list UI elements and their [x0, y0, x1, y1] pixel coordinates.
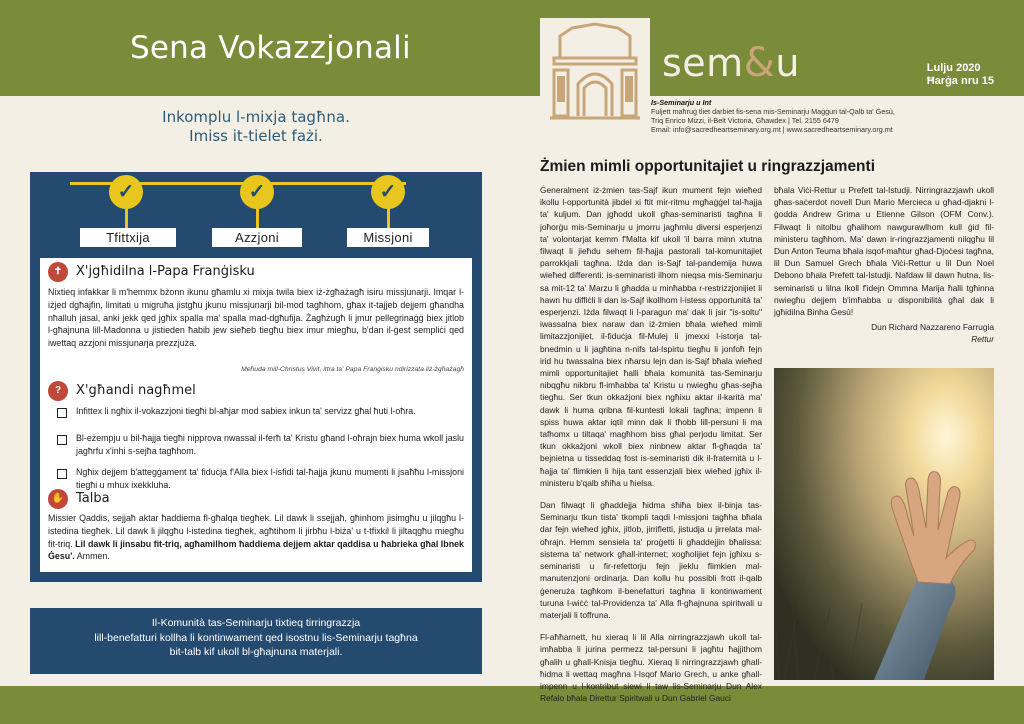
- article-title: Żmien mimli opportunitajiet u ringrazzjamenti: [540, 158, 875, 175]
- logo-end: u: [775, 41, 800, 85]
- pope-icon: ✝: [48, 262, 68, 282]
- section-prayer-body: [48, 512, 464, 563]
- seminary-logo-icon: [540, 18, 650, 128]
- signature-name: Dun Richard Nazzareno Farrugia: [871, 322, 994, 332]
- thanks-line-3: bit-talb kif ukoll bl-għajnuna materjali.: [169, 646, 343, 658]
- raised-hand-photo: [774, 368, 994, 680]
- subtitle-line-2: Imiss it-tielet fażi.: [189, 127, 323, 145]
- timeline-connector: [125, 207, 128, 229]
- issue-info: [927, 62, 994, 88]
- contact-block: [651, 98, 895, 134]
- logo-amp: &: [743, 40, 776, 86]
- signature-role: Rettur: [971, 333, 994, 344]
- checkbox-icon: [57, 469, 67, 479]
- prayer-end: Ammen.: [74, 551, 110, 562]
- contact-line-2: Triq Enrico Mizzi, il-Belt Victoria, Għawdex | Tel. 2155 6479: [651, 116, 839, 125]
- step-tfittxija: Tfittxija: [80, 228, 176, 247]
- prayer-bold: Lil dawk li jinsabu fit-triq, agħamilhom ħaddiema dejjem aktar qaddisa u ħabrieka għal Ibnek Ġesu'.: [48, 538, 464, 562]
- todo-item-2: Bl-eżempju u bil-ħajja tiegħi nipprova nwassal il-ferħ ta' Kristu għand l-oħrajn biex huma wkoll jaslu jagħrfu x'inhi s-sejħa tagħhom.: [76, 433, 464, 456]
- checkbox-icon: [57, 408, 67, 418]
- signature: [774, 322, 994, 345]
- newsletter-title: Sena Vokazzjonali: [130, 30, 411, 66]
- article-paragraph: bħala Viċi-Rettur u Prefett tal-Istudji. Nirringrazzjawh ukoll għas-saċerdot novell Dun Mario Mercieca u għad-djakni l-ġodda Andrew Grima u Etienne Gilson (OFM Conv.). Filwaqt li nitolbu għalihom nawgurawlhom kull ġid fil-ministeru tagħhom. Ma' dawn ir-ringrazzjamenti nilqgħu lil Dun Anton Teuma bħala isqof-maħtur għad-Djoċesi tagħna, lil Dun Samuel Grech bħala Viċi-Rettur u lil Dun Noel Debono bħala Prefett tal-Istudji. Nafdaw lil dawn ħutna, lis-seminaristi u lilna lkoll f'idejn Ommna Marija ħalli tgħinna nwiegħu dejjem b'imħabba u disponibilità għal dak li jgħidilna Binha Ġesù!: [774, 185, 994, 318]
- thanks-box: [30, 608, 482, 674]
- checkbox-icon: [57, 435, 67, 445]
- subtitle-line-1: Inkomplu l-mixja tagħna.: [162, 108, 350, 126]
- issue-date: Lulju 2020: [926, 62, 981, 74]
- article-column-2: [774, 184, 994, 328]
- timeline-connector: [256, 207, 259, 229]
- section-pope-citation: Meħuda mill-Christus Vivit, ittra ta' Papa Franġisku ndirizzata liż-żgħażagħ: [241, 366, 464, 373]
- timeline-connector: [387, 207, 390, 229]
- check-icon: ✓: [371, 175, 405, 209]
- hands-icon: ✋: [48, 489, 68, 509]
- thanks-line-2: lill-benefatturi kollha li kontinwament qed isostnu lis-Seminarju tagħna: [94, 631, 418, 644]
- article-paragraph: Ġeneralment iż-żmien tas-Sajf ikun mument fejn wieħed ikollu l-opportunità jibdel xi ftit mir-ritmu mgħaġġel tal-ħajja ta' kuljum. Dan jgħodd ukoll għas-seminaristi tagħna li joħorġu mis-Seminarju u jmorru jagħmlu diversi esperjenzi ta' volontarjat kemm f'Malta kif ukoll 'il barra minn xtutna filwaqt li jieħdu sehem fil-ħajja pastorali tal-komunitajiet parrokkjali tagħna. Iżda dan is-Sajf tal-pandemija huwa wieħed differenti: is-seminaristi ilhom nieqsa mis-Seminarju sa mit-12 ta' Marzu li għadda u minħabba r-restrizzjonijiet li hawn hu diffiċli li dan is-Sajf ikollhom l-istess opportunità ta' esperjenzi. Iżda filwaqt li l-paragun ma' dak li jsir "is-soltu" iwassalna biex naraw dan iż-żmien bħala wieħed mimli limitazzjonijiet, il-fiduċja fil-Mulej li jmexxi l-istorja tal-bnedmin u li jagħtina n-nifs tal-Ispirtu tiegħu li jonfoħ fejn irid hu twassalna biex nħarsu lejn dan is-Sajf bħala wieħed mimli opportunitajiet ħalli bħala komunità tas-Seminarju nibqgħu nikbru fl-imħabba ta' Kristu u nwiegħu għas-sejħa tiegħu. Ser tkun okkażjoni biex ngħixu aktar il-karità ma' dawk li huma qribna fil-kuntesti lokali tagħna; impenn li spiss huwa aktar iqtil minn dak li tħobb lill-persuni li ma tafhomx u tiltaqa' magħhom biss għal perjodu limitat. Ser tkun okkażjoni wkoll biex ninbnew aktar fl-għaqda ta' bejnietna u tisseddaq fost is-seminaristi dik il-fraternità u l-ħajja ta' flimkien li hija tant essenzjali biex wieħed jgħix il-ministeru b'qalb sħiħa u ħielsa.: [540, 185, 762, 488]
- contact-line-1: Fuljett maħruġ tliet darbiet fis-sena mis-Seminarju Maġġuri tal-Qalb ta' Ġesù,: [651, 107, 895, 116]
- section-prayer-title: Talba: [76, 491, 110, 506]
- footer-band: [0, 686, 1024, 724]
- thanks-line-1: Il-Komunità tas-Seminarju tixtieq tirringrazzja: [151, 617, 361, 629]
- check-icon: ✓: [240, 175, 274, 209]
- contact-name: Is-Seminarju u Int: [651, 98, 712, 107]
- subtitle: [30, 108, 482, 146]
- issue-number: Ħarġa nru 15: [926, 75, 994, 87]
- section-todo-title: X'għandi nagħmel: [76, 383, 196, 398]
- step-missjoni: Missjoni: [347, 228, 429, 247]
- logo-word: sem: [662, 41, 744, 85]
- section-pope-title: X'jgħidilna l-Papa Franġisku: [76, 264, 255, 279]
- todo-item-1: Infittex li ngħix il-vokazzjoni tiegħi bl-aħjar mod sabiex inkun ta' servizz għal ħuti l-oħra.: [76, 406, 416, 416]
- question-icon: ?: [48, 381, 68, 401]
- contact-line-3: Email: info@sacredheartseminary.org.mt | www.sacredheartseminary.org.mt: [651, 125, 893, 134]
- article-paragraph: Dan filwaqt li għaddejja ħidma sħiħa biex il-binja tas-Seminarju tkun tista' tkompli taqdi l-missjoni tagħha bħala dar fejn wieħed jgħix, jitlob, jirrifletti, jistudja u jirrelata mal-oħrajn. Hemm sensiela ta' proġetti li għaddejjin bħalissa: sistema ta' network għall-internet; xogħolijiet fejn jgħixu s-seminaristi u fir-refettorju fejn jieklu flimkien mal-manutenzjoni ordinarja. Dan kollu hu possibli frott il-qalb ġeneruża tagħkom il-benefatturi tagħna li kontinwament turuna l-wiċċ tal-Providenza ta' Alla fl-għajnuna spiritwali u materjali li toffruna.: [540, 500, 762, 620]
- prayer-regular: Missier Qaddis, sejjaħ aktar ħaddiema fl-għalqa tiegħek. Lil dawk li ssejjaħ, għinhom jisimgħu u jilqgħu l-istedina tiegħek. Lil dawk li jilqgħu l-istedina tiegħek, agħtihom li jirbħu l-biża' u t-tfixkil li jiltaqgħu miegħu fit-triq.: [48, 513, 464, 549]
- step-azzjoni: Azzjoni: [212, 228, 302, 247]
- article-column-1: [540, 184, 762, 714]
- todo-item-3: Ngħix dejjem b'attegġament ta' fiduċja f'Alla biex l-isfidi tal-ħajja jkunu mumenti li jsaħħu l-missjoni tiegħi u mhux ixekkluha.: [76, 467, 464, 490]
- logo-wordmark: [662, 40, 800, 86]
- check-icon: ✓: [109, 175, 143, 209]
- article-paragraph: Fl-aħħarnett, hu xieraq li lil Alla nirringrazzjawh ukoll tal-imħabba li jurina permezz tal-persuni li jagħtu ħajjithom għalih u għall-Knisja tiegħu. Xieraq li nirringrazzjawh għall-ħidma li wettaq magħna l-Isqof Mario Grech, u anke għall-impenn u l-kontribut siewi li taw lis-Seminarju Dun Alex Refalo bħala Direttur Spiritwali u Dun Gabriel Gauci: [540, 632, 762, 704]
- section-pope-body: Nixtieq infakkar li m'hemmx bżonn ikunu għamlu xi mixja twila biex iż-żgħażagħ isiru missjunarji. Imqar l-iżjed dgħajfin, limitati u migruħa jistgħu jkunu missjunarji bil-mod tagħhom, għax it-tajjeb dejjem għandha nħalluh jasal, anki jekk qed jgħix spalla ma' spalla mad-dgħufija. Żagħżugħ li jmur pellegrinaġġ biex jitlob l-għajnuna lill-Madonna u jistieden ħabib jew sieħeb tiegħu biex imur miegħu, b'dan il-ġest sempliċi qed iwettaq azzjoni missjunarja prezzjuża.: [48, 287, 464, 349]
